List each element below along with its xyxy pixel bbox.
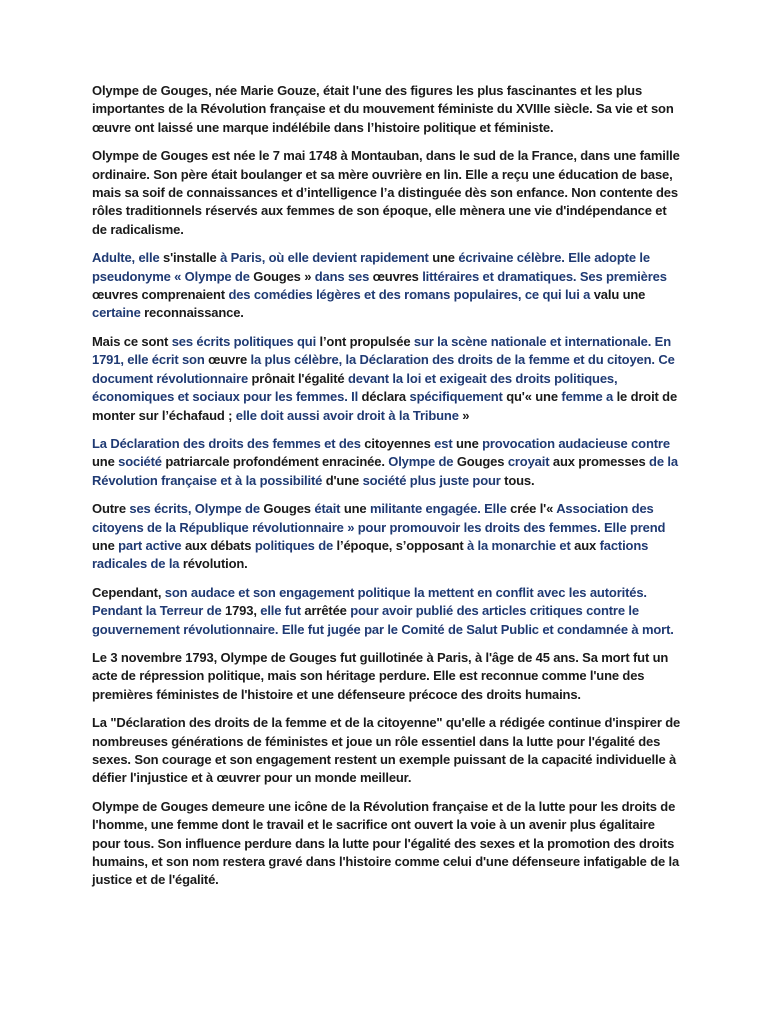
text-run: tous. xyxy=(504,472,535,488)
text-run: déclara xyxy=(361,389,410,405)
text-run: une xyxy=(455,435,483,451)
text-run: patriarcale profondément enracinée. xyxy=(165,454,389,470)
highlighted-text-run: Adulte, elle xyxy=(92,250,164,266)
text-run: d'une xyxy=(325,472,363,488)
text-run: citoyennes xyxy=(364,435,435,451)
paragraph-1 xyxy=(92,82,682,137)
text-run: révolution. xyxy=(182,556,248,572)
highlighted-text-run: sur la scène nationale et internationale. En 1791, elle écrit son xyxy=(92,333,671,368)
paragraph-9 xyxy=(92,714,682,788)
highlighted-text-run: spécifiquement xyxy=(409,389,507,405)
highlighted-text-run: son audace et son engagement politique la mettent en conflit avec les autorités. Pendant la Terreur de xyxy=(92,584,647,619)
text-run: Gouges xyxy=(263,501,315,517)
text-run: Olympe de Gouges, née Marie Gouze, était l'une des figures les plus fascinantes et les plus importantes de la Révolution française et du mouvement féministe du XVIIIe siècle. Sa vie et son œuvre ont laissé une marque indélébile dans l’histoire politique et féministe. xyxy=(92,83,674,135)
highlighted-text-run: provocation audacieuse contre xyxy=(482,435,670,451)
highlighted-text-run: était xyxy=(314,501,344,517)
highlighted-text-run: société plus juste pour xyxy=(362,472,505,488)
text-run: aux xyxy=(574,537,600,553)
paragraph-7 xyxy=(92,584,682,639)
text-run: prônait l'égalité xyxy=(251,370,348,386)
highlighted-text-run: Olympe de xyxy=(388,454,457,470)
highlighted-text-run: factions radicales de la xyxy=(92,537,649,572)
text-run: œuvres comprenaient xyxy=(92,287,229,303)
text-run: Le 3 novembre 1793, Olympe de Gouges fut guillotinée à Paris, à l'âge de 45 ans. Sa mort fut un acte de répression politique, mais son héritage perdure. Elle est reconnue comme l'une des premières féministes de l'histoire et une défenseure précoce des droits humains. xyxy=(92,649,669,702)
text-run: Olympe de Gouges demeure une icône de la Révolution française et de la lutte pour les droits de l'homme, une femme dont le travail et le sacrifice ont ouvert la voie à un avenir plus égalitaire pour tous. Son influence perdure dans la lutte pour l'égalité des sexes et la promotion des droits humains, et son nom restera gravé dans l'histoire comme celui d'une défenseure infatigable de la justice et de l'égalité. xyxy=(92,798,680,888)
text-run: une xyxy=(92,454,119,470)
paragraph-8 xyxy=(92,649,682,704)
text-run: aux débats xyxy=(184,537,255,553)
highlighted-text-run: pour avoir publié des articles critiques contre le gouvernement révolutionnaire. Elle fut jugée par le Comité de Salut Public et condamnée à mort. xyxy=(92,603,674,637)
highlighted-text-run: militante engagée. Elle xyxy=(369,501,511,517)
text-run: le droit de monter sur l’échafaud ; xyxy=(92,389,678,423)
text-run: œuvres xyxy=(372,268,423,284)
paragraph-4 xyxy=(92,333,682,425)
text-run: 1793, xyxy=(225,603,261,619)
text-run: crée l'« xyxy=(510,501,557,517)
text-run: aux promesses xyxy=(552,454,650,470)
highlighted-text-run: femme a xyxy=(561,389,617,405)
highlighted-text-run: la plus célèbre, la Déclaration des droits de la femme et du citoyen. Ce document révolutionnaire xyxy=(92,352,675,386)
text-run: valu une xyxy=(593,287,646,303)
highlighted-text-run: écrivaine célèbre. Elle adopte le pseudonyme « Olympe de xyxy=(92,250,650,284)
text-run: s'installe xyxy=(163,250,221,266)
highlighted-text-run: politiques de xyxy=(254,537,337,553)
highlighted-text-run: à la monarchie et xyxy=(467,537,575,553)
highlighted-text-run: littéraires et dramatiques. Ses premières xyxy=(422,268,667,284)
text-run: l’ont propulsée xyxy=(319,333,414,349)
text-run: une xyxy=(432,250,459,266)
text-run: » xyxy=(462,407,470,423)
highlighted-text-run: croyait xyxy=(507,454,553,470)
text-run: l’époque, s’opposant xyxy=(336,537,468,553)
text-run: reconnaissance. xyxy=(144,305,244,321)
highlighted-text-run: Association des citoyens de la République révolutionnaire » pour promouvoir les droits des femmes. Elle prend xyxy=(92,501,666,535)
highlighted-text-run: La Déclaration des droits des femmes et des xyxy=(92,435,365,451)
text-run: Olympe de Gouges est née le 7 mai 1748 à Montauban, dans le sud de la France, dans une famille ordinaire. Son père était boulanger et sa mère ouvrière en lin. Elle a reçu une éducation de base, mais sa soif de connaissances et d’intelligence l’a distinguée dès son enfance. Non contente des rôles traditionnels réservés aux femmes de son époque, elle mènera une vie d'indépendance et de radicalisme. xyxy=(92,148,680,237)
text-run: Cependant, xyxy=(92,584,165,600)
paragraph-2 xyxy=(92,147,682,239)
text-run: qu'« une xyxy=(506,389,562,405)
highlighted-text-run: de la Révolution française et à la possibilité xyxy=(92,454,678,488)
paragraph-6 xyxy=(92,500,682,574)
highlighted-text-run: ses écrits, Olympe de xyxy=(129,501,264,517)
text-run: Gouges xyxy=(456,454,508,470)
text-run: une xyxy=(343,501,370,517)
text-run: Outre xyxy=(92,501,130,517)
text-run: arrêtée xyxy=(304,603,351,619)
paragraph-3 xyxy=(92,249,682,323)
highlighted-text-run: devant la loi et exigeait des droits politiques, économiques et sociaux pour les femmes. Il xyxy=(92,370,618,405)
document-body xyxy=(92,82,682,900)
highlighted-text-run: elle doit aussi avoir droit à la Tribune xyxy=(235,407,463,423)
paragraph-10 xyxy=(92,798,682,890)
highlighted-text-run: des comédies légères et des romans populaires, ce qui lui a xyxy=(228,287,594,303)
highlighted-text-run: société xyxy=(118,454,166,470)
highlighted-text-run: dans ses xyxy=(314,268,373,284)
highlighted-text-run: ses écrits politiques qui xyxy=(171,333,320,349)
highlighted-text-run: à Paris, où elle devient rapidement xyxy=(220,250,433,266)
highlighted-text-run: certaine xyxy=(92,305,145,321)
text-run: œuvre xyxy=(208,352,251,368)
text-run: Mais ce sont xyxy=(92,333,172,349)
text-run: Gouges » xyxy=(253,268,315,284)
highlighted-text-run: est xyxy=(434,435,456,451)
highlighted-text-run: part active xyxy=(118,537,185,553)
paragraph-5 xyxy=(92,435,682,490)
text-run: une xyxy=(92,537,119,553)
text-run: La "Déclaration des droits de la femme et de la citoyenne" qu'elle a rédigée continue d'inspirer de nombreuses générations de féministes et joue un rôle essentiel dans la lutte pour l'égalité des sexes. Son courage et son engagement restent un exemple puissant de la capacité individuelle à défier l'injustice et à œuvrer pour un monde meilleur. xyxy=(92,715,681,786)
highlighted-text-run: elle fut xyxy=(260,603,305,619)
